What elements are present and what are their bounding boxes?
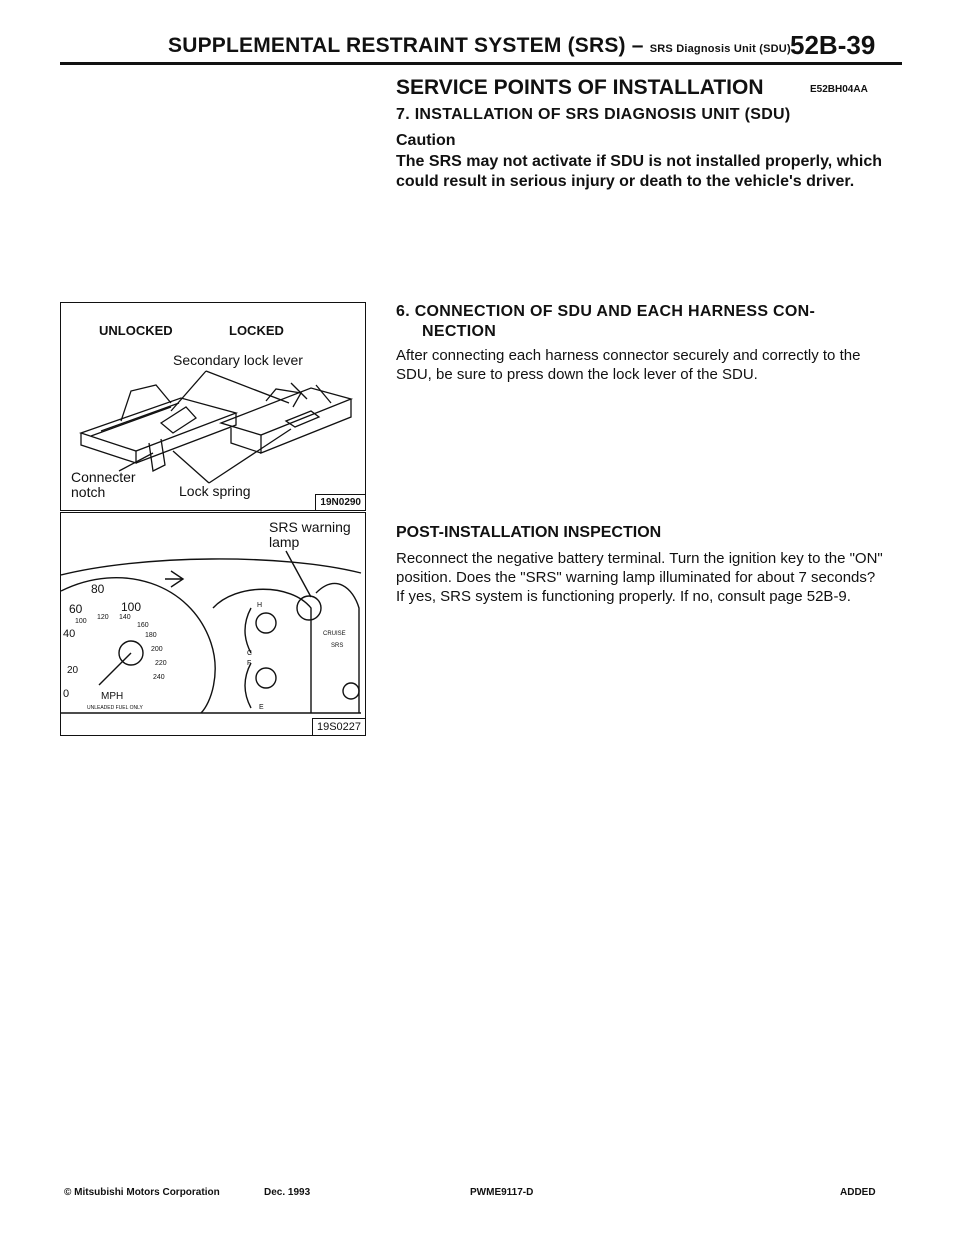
gauge-kmh-200: 200 [151, 646, 163, 653]
gauge-kmh-240: 240 [153, 674, 165, 681]
instrument-cluster-drawing [61, 513, 365, 735]
page-header [168, 34, 791, 58]
gauge-tick-20: 20 [67, 665, 79, 676]
header-rule [60, 62, 902, 65]
figure2-code: 19S0227 [312, 718, 365, 735]
footer-doc-code: PWME9117-D [470, 1187, 534, 1198]
label-unlocked: UNLOCKED [99, 323, 173, 338]
label-secondary-lock-lever: Secondary lock lever [173, 352, 303, 368]
gauge-tick-40: 40 [63, 628, 76, 640]
label-cruise: CRUISE [323, 631, 346, 637]
section-heading: SERVICE POINTS OF INSTALLATION [396, 76, 764, 99]
label-lock-spring: Lock spring [179, 483, 251, 499]
gauge-tick-80: 80 [91, 582, 105, 596]
step6-heading-line1: 6. CONNECTION OF SDU AND EACH HARNESS CON- [396, 303, 816, 320]
label-temp-h: H [257, 602, 263, 609]
page-number: 52B-39 [790, 30, 876, 60]
figure1-code: 19N0290 [315, 494, 365, 510]
label-srs: SRS [331, 643, 344, 649]
step6-heading-line2: NECTION [422, 323, 497, 340]
gauge-kmh-220: 220 [155, 660, 167, 667]
caution-text: The SRS may not activate if SDU is not installed properly, which could result in serious injury or death to the vehicle's driver. [396, 153, 883, 190]
gauge-kmh-140: 140 [119, 614, 131, 621]
label-srs-lamp: lamp [269, 534, 300, 550]
label-fuel-e: E [259, 704, 264, 711]
footer-status: ADDED [840, 1187, 876, 1198]
gauge-kmh-120: 120 [97, 614, 109, 621]
gauge-unit-mph: MPH [101, 691, 124, 702]
footer-date: Dec. 1993 [264, 1187, 311, 1198]
figure-srs-warning-lamp [60, 512, 366, 736]
caution-title: Caution [396, 132, 456, 149]
label-srs-warning: SRS warning [269, 519, 351, 535]
label-locked: LOCKED [229, 323, 284, 338]
gauge-tick-0: 0 [63, 688, 70, 700]
label-connecter-notch-2: notch [71, 484, 106, 500]
post-inspection-heading: POST-INSTALLATION INSPECTION [396, 524, 662, 541]
gauge-tick-60: 60 [69, 602, 83, 616]
label-fuel-f: F [247, 660, 252, 667]
label-connecter-notch-1: Connecter [71, 469, 136, 485]
gauge-fuel-note: UNLEADED FUEL ONLY [87, 705, 143, 711]
gauge-kmh-100: 100 [75, 618, 87, 625]
label-temp-c: C [247, 650, 253, 657]
gauge-tick-100: 100 [121, 600, 142, 614]
section-code: E52BH04AA [810, 84, 868, 95]
step7-heading: 7. INSTALLATION OF SRS DIAGNOSIS UNIT (SDU) [396, 106, 791, 123]
step6-heading [396, 302, 886, 342]
post-inspection-text: Reconnect the negative battery terminal. Turn the ignition key to the "ON" position. Does the "SRS" warning lamp illuminated for about 7 seconds? If yes, SRS system is functioning properly. If no, consult page 52B-9. [396, 550, 883, 605]
header-dash: – [625, 34, 650, 57]
gauge-kmh-180: 180 [145, 632, 157, 639]
figure-lock-lever [60, 302, 366, 511]
footer-copyright: © Mitsubishi Motors Corporation [64, 1187, 220, 1198]
step6-text: After connecting each harness connector securely and correctly to the SDU, be sure to press down the lock lever of the SDU. [396, 347, 861, 383]
header-subtitle: SRS Diagnosis Unit (SDU) [649, 43, 791, 55]
gauge-kmh-160: 160 [137, 622, 149, 629]
header-title: SUPPLEMENTAL RESTRAINT SYSTEM (SRS) [168, 34, 626, 57]
